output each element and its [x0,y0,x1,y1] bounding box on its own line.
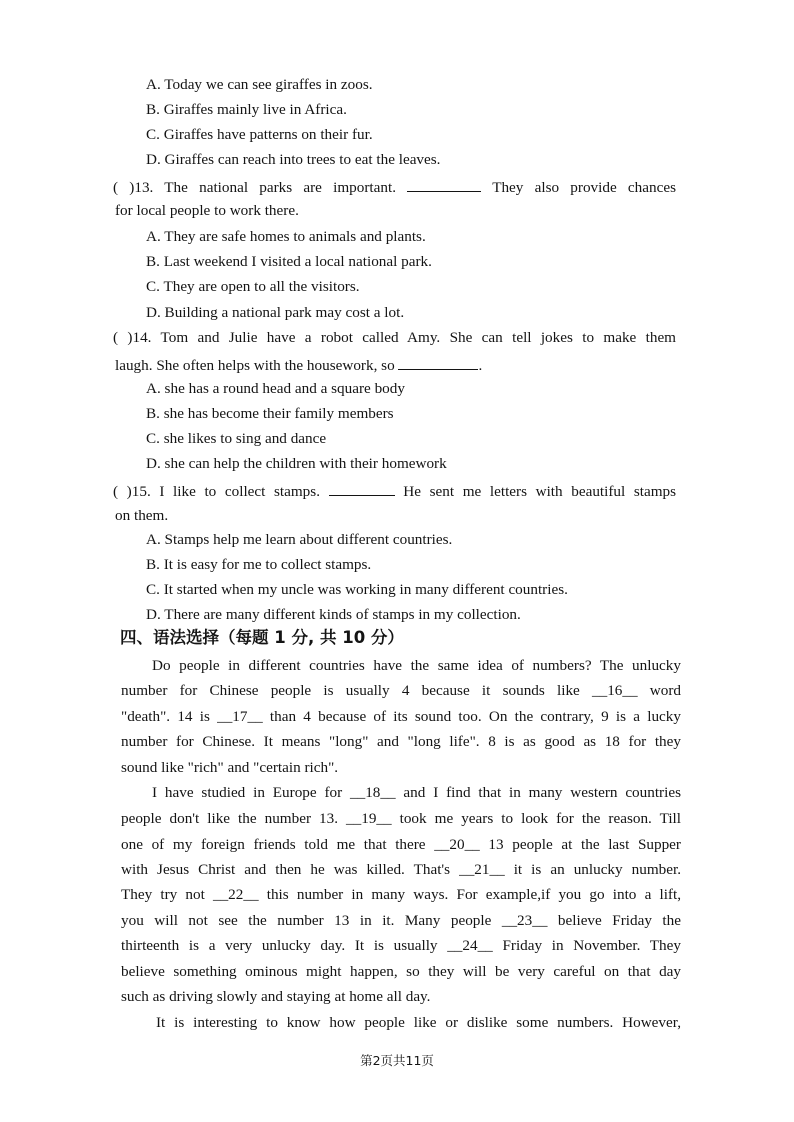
q15-option-c[interactable]: C. It started when my uncle was working in many different countries. [146,581,568,598]
page-number: 第2页共11页 [360,1053,434,1068]
passage-p2-line: with Jesus Christ and then he was killed. That's __21__ it is an unlucky number. [121,861,681,878]
q15-answer-bracket[interactable]: ( ) [113,483,132,500]
q14-blank[interactable] [398,356,478,370]
q12-option-b[interactable]: B. Giraffes mainly live in Africa. [146,101,347,118]
q15-stem-text-after: He sent me letters with beautiful stamps [403,483,677,500]
q14-stem [113,330,676,345]
q15-number: 15. [131,483,151,500]
q15-blank[interactable] [329,482,395,496]
q13-stem-text-after: They also provide chances [492,179,676,196]
q14-number: 14. [132,329,152,346]
q13-stem-continued: for local people to work there. [115,202,299,219]
q12-option-d[interactable]: D. Giraffes can reach into trees to eat the leaves. [146,151,441,168]
q13-stem-text: The national parks are important. [164,179,396,196]
q15-stem-text: I like to collect stamps. [159,483,320,500]
q14-answer-bracket[interactable]: ( ) [113,329,133,346]
q15-stem [113,482,676,499]
passage-p2-line: one of my foreign friends told me that there __20__ 13 people at the last Supper [121,836,681,853]
q12-option-c[interactable]: C. Giraffes have patterns on their fur. [146,126,373,143]
q13-option-a[interactable]: A. They are safe homes to animals and plants. [146,228,426,245]
q14-stem-text-cont: laugh. She often helps with the housework, so [115,357,395,374]
q13-option-b[interactable]: B. Last weekend I visited a local national park. [146,253,432,270]
q13-blank[interactable] [407,178,481,192]
q15-option-d[interactable]: D. There are many different kinds of stamps in my collection. [146,606,521,623]
passage-p1-line: number for Chinese. It means "long" and "long life". 8 is as good as 18 for they [121,733,681,750]
q14-option-a[interactable]: A. she has a round head and a square body [146,380,405,397]
section-heading: 四、语法选择（每题 1 分, 共 10 分） [120,628,404,647]
q15-option-a[interactable]: A. Stamps help me learn about different countries. [146,531,453,548]
passage-p3-line: It is interesting to know how people like or dislike some numbers. However, [156,1014,681,1031]
q14-option-b[interactable]: B. she has become their family members [146,405,394,422]
passage-p2-line: They try not __22__ this number in many ways. For example,if you go into a lift, [121,886,681,903]
q13-number: 13. [134,179,154,196]
passage-p2-line: such as driving slowly and staying at home all day. [121,988,431,1005]
q13-answer-bracket[interactable]: ( ) [113,179,135,196]
passage-p2-line: people don't like the number 13. __19__ took me years to look for the reason. Till [121,810,681,827]
passage-p2-line: thirteenth is a very unlucky day. It is usually __24__ Friday in November. They [121,937,681,954]
q14-stem-text: Tom and Julie have a robot called Amy. She can tell jokes to make them [160,329,676,346]
q14-stem-end: . [478,357,483,374]
q14-stem-continued [115,356,482,373]
passage-p2-line: believe something ominous might happen, so they will be very careful on that day [121,963,681,980]
passage-p1-line: "death". 14 is __17__ than 4 because of its sound too. On the contrary, 9 is a lucky [121,708,681,725]
q14-option-c[interactable]: C. she likes to sing and dance [146,430,327,447]
q14-option-d[interactable]: D. she can help the children with their homework [146,455,447,472]
q13-option-d[interactable]: D. Building a national park may cost a lot. [146,304,405,321]
passage-p2-line: I have studied in Europe for __18__ and I find that in many western countries [152,784,681,801]
q12-option-a[interactable]: A. Today we can see giraffes in zoos. [146,76,373,93]
passage-p1-line: sound like "rich" and "certain rich". [121,759,339,776]
passage-p1-line: number for Chinese people is usually 4 because it sounds like __16__ word [121,682,681,699]
passage-p2-line: you will not see the number 13 in it. Many people __23__ believe Friday the [121,912,681,929]
q15-option-b[interactable]: B. It is easy for me to collect stamps. [146,556,372,573]
q13-option-c[interactable]: C. They are open to all the visitors. [146,278,360,295]
q13-stem [113,178,676,195]
passage-p1-line: Do people in different countries have the same idea of numbers? The unlucky [152,657,681,674]
q15-stem-continued: on them. [115,507,169,524]
